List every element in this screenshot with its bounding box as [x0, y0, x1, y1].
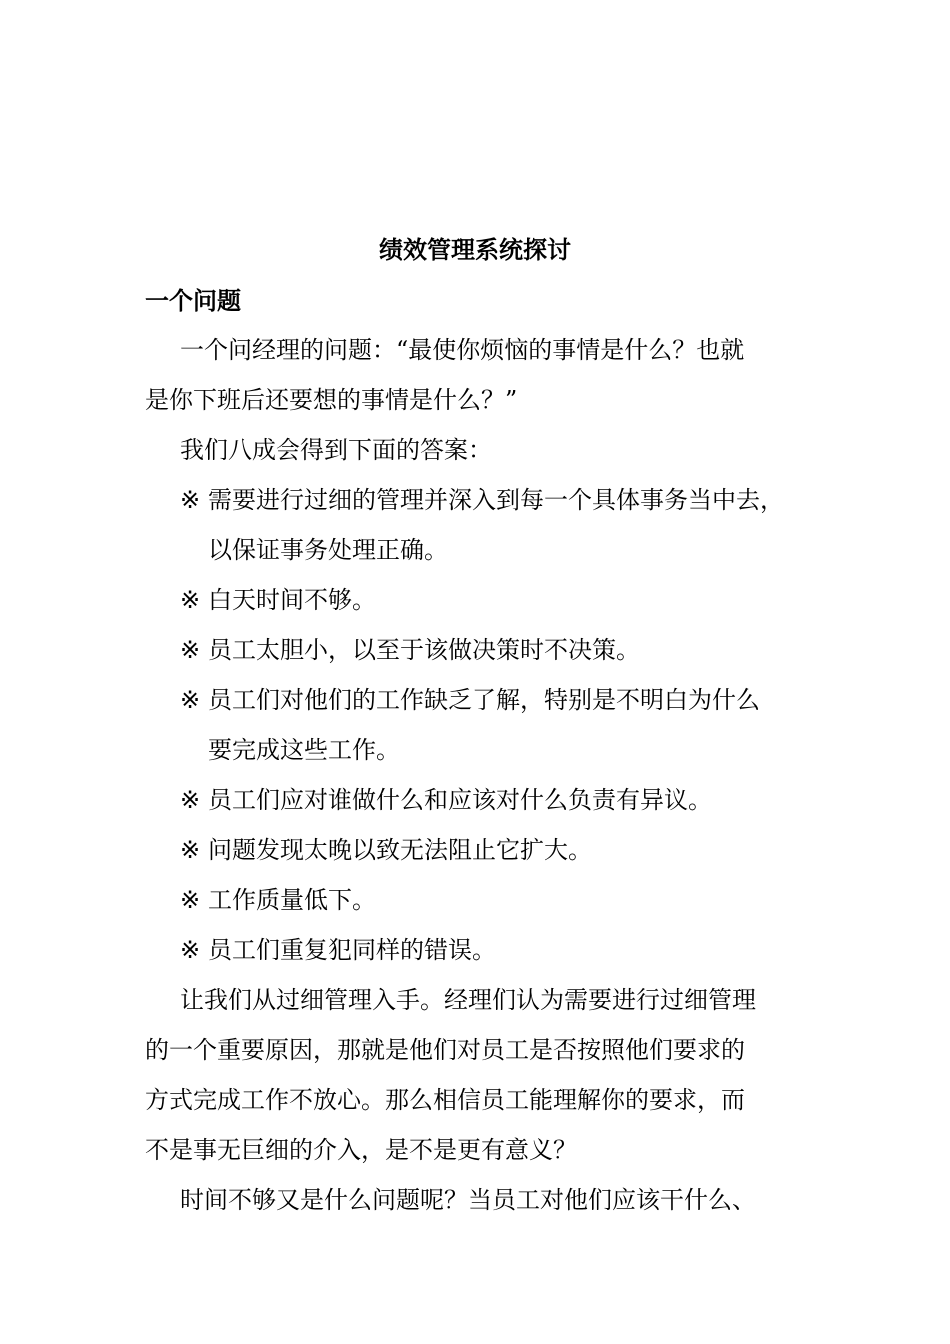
bullet-mark: ※	[180, 936, 201, 964]
bullet-text: 员工们应对谁做什么和应该对什么负责有异议。	[208, 786, 712, 814]
bullet-item	[180, 882, 376, 918]
bullet-mark: ※	[180, 586, 201, 614]
bullet-text: 工作质量低下。	[208, 886, 376, 914]
bullet-mark: ※	[180, 686, 201, 714]
bullet-text: 白天时间不够。	[208, 586, 376, 614]
section-heading: 一个问题	[145, 287, 241, 315]
document-title: 绩效管理系统探讨	[379, 236, 571, 264]
bullet-text: 员工们重复犯同样的错误。	[208, 936, 496, 964]
paragraph-line: 时间不够又是什么问题呢？当员工对他们应该干什么、	[180, 1186, 756, 1214]
paragraph-line: 不是事无巨细的介入，是不是更有意义？	[145, 1136, 577, 1164]
bullet-item	[180, 782, 712, 818]
bullet-continuation: 以保证事务处理正确。	[208, 536, 448, 564]
bullet-mark: ※	[180, 786, 201, 814]
bullet-text: 员工们对他们的工作缺乏了解，特别是不明白为什么	[208, 686, 760, 714]
paragraph-line: 的一个重要原因，那就是他们对员工是否按照他们要求的	[145, 1036, 745, 1064]
bullet-mark: ※	[180, 486, 201, 514]
bullet-item	[180, 582, 376, 618]
bullet-item	[180, 682, 760, 718]
paragraph-line: 方式完成工作不放心。那么相信员工能理解你的要求，而	[145, 1086, 745, 1114]
answer-lead: 我们八成会得到下面的答案：	[180, 436, 492, 464]
bullet-item	[180, 832, 592, 868]
paragraph-line: 让我们从过细管理入手。经理们认为需要进行过细管理	[180, 986, 756, 1014]
bullet-item	[180, 932, 496, 968]
bullet-text: 员工太胆小，以至于该做决策时不决策。	[208, 636, 640, 664]
bullet-text: 问题发现太晚以致无法阻止它扩大。	[208, 836, 592, 864]
intro-line-1: 一个问经理的问题：“最使你烦恼的事情是什么？也就	[180, 336, 745, 364]
intro-line-2: 是你下班后还要想的事情是什么？”	[145, 386, 518, 414]
bullet-item	[180, 632, 640, 668]
bullet-mark: ※	[180, 886, 201, 914]
bullet-continuation: 要完成这些工作。	[208, 736, 400, 764]
bullet-mark: ※	[180, 636, 201, 664]
bullet-mark: ※	[180, 836, 201, 864]
bullet-text: 需要进行过细的管理并深入到每一个具体事务当中去，	[208, 486, 784, 514]
bullet-item	[180, 482, 784, 518]
